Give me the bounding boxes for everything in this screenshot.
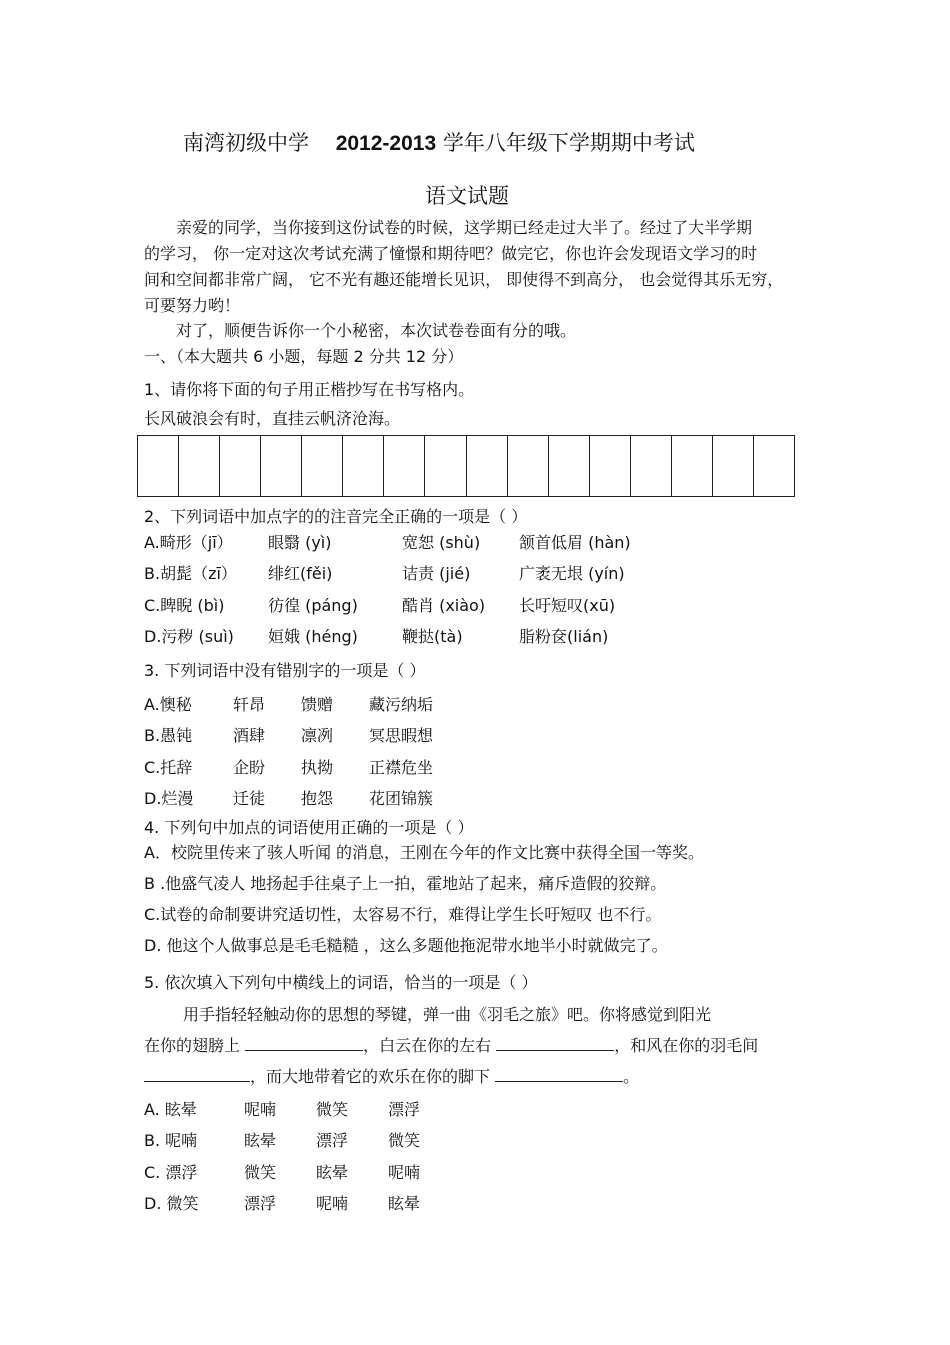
grid-cell[interactable] — [302, 436, 343, 496]
q2-option-a-item: 眼翳 (yì) — [268, 533, 332, 552]
q2-option-c-item: 酷肖 (xiào) — [402, 596, 486, 615]
grid-cell[interactable] — [384, 436, 425, 496]
answer-blank-2[interactable] — [496, 1036, 614, 1051]
q3-option-a-item: 轩昂 — [233, 695, 266, 714]
q5-option-a-item: 微笑 — [316, 1100, 349, 1119]
q2-option-d-item: 脂粉奁(lián) — [519, 627, 609, 646]
q5-passage-line-2 — [144, 1035, 758, 1057]
intro-line-2: 的学习， 你一定对这次考试充满了憧憬和期待吧？做完它，你也许会发现语文学习的时 — [144, 244, 758, 263]
q2-option-a-item: A.畸形（jī） — [144, 533, 233, 552]
q5-option-a-item: 漂浮 — [388, 1100, 421, 1119]
q3-option-c-item: 企盼 — [233, 758, 266, 777]
q4-option-a: A．校院里传来了骇人听闻 的消息，王刚在今年的作文比赛中获得全国一等奖。 — [144, 843, 705, 862]
q5-option-a-item: 呢喃 — [244, 1100, 277, 1119]
q3-option-d-item: 抱怨 — [301, 789, 334, 808]
q5-option-c-item: 眩晕 — [316, 1163, 349, 1182]
q1-sentence: 长风破浪会有时，直挂云帆济沧海。 — [144, 409, 401, 428]
q3-option-c-item: 正襟危坐 — [369, 758, 434, 777]
grid-cell[interactable] — [425, 436, 466, 496]
q3-option-c-item: 执拗 — [301, 758, 334, 777]
q2-option-b-item: 广袤无垠 (yín) — [519, 564, 625, 583]
q2-option-c-item: 长吁短叹(xū) — [519, 596, 616, 615]
grid-cell[interactable] — [220, 436, 261, 496]
grid-cell[interactable] — [713, 436, 754, 496]
q5-option-b-item: 微笑 — [388, 1131, 421, 1150]
q3-option-c-item: C.托辞 — [144, 758, 193, 777]
q3-option-a-item: A.懊秘 — [144, 695, 192, 714]
grid-cell[interactable] — [590, 436, 631, 496]
q2-option-d-item: 鞭挞(tà) — [402, 627, 463, 646]
school-name: 南湾初级中学 — [183, 131, 309, 155]
q2-option-a-item: 宽恕 (shù) — [402, 533, 481, 552]
writing-grid[interactable] — [137, 435, 795, 497]
school-years: 2012-2013 — [335, 132, 437, 155]
grid-cell[interactable] — [467, 436, 508, 496]
q5-passage-2c: ，和风在你的羽毛间 — [614, 1036, 759, 1055]
q2-option-b-item: B.胡髭（zī） — [144, 564, 237, 583]
q3-option-b-item: 酒肆 — [233, 726, 266, 745]
q3-option-d-item: D.烂漫 — [144, 789, 194, 808]
q5-passage-line-1: 用手指轻轻触动你的思想的琴键，弹一曲《羽毛之旅》吧。你将感觉到阳光 — [183, 1005, 712, 1024]
exam-term: 学年八年级下学期期中考试 — [442, 131, 695, 155]
grid-cell[interactable] — [549, 436, 590, 496]
q5-prompt: 5. 依次填入下列句中横线上的词语，恰当的一项是（ ） — [144, 973, 538, 992]
q5-passage-3a: ，而大地带着它的欢乐在你的脚下 — [250, 1067, 496, 1086]
q2-prompt: 2、下列词语中加点字的的注音完全正确的一项是（ ） — [144, 507, 528, 526]
intro-line-5: 对了，顺便告诉你一个小秘密，本次试卷卷面有分的哦。 — [176, 321, 577, 340]
q2-option-d-item: 姮娥 (héng) — [268, 627, 358, 646]
grid-cell[interactable] — [261, 436, 302, 496]
q5-passage-2a: 在你的翅膀上 — [144, 1036, 246, 1055]
q5-option-d-item: D. 微笑 — [144, 1194, 199, 1213]
q5-option-c-item: C. 漂浮 — [144, 1163, 198, 1182]
q2-option-d-item: D.污秽 (suì) — [144, 627, 234, 646]
exam-title — [183, 127, 695, 157]
q3-option-a-item: 馈赠 — [301, 695, 334, 714]
q5-option-a-item: A. 眩晕 — [144, 1100, 197, 1119]
q4-option-d: D. 他这个人做事总是毛毛糙糙 ，这么多题他拖泥带水地半小时就做完了。 — [144, 936, 668, 955]
q3-option-b-item: 凛冽 — [301, 726, 334, 745]
q5-passage-2b: ，白云在你的左右 — [363, 1036, 497, 1055]
grid-cell[interactable] — [508, 436, 549, 496]
answer-blank-4[interactable] — [495, 1067, 623, 1082]
q5-option-b-item: 眩晕 — [244, 1131, 277, 1150]
q4-option-c: C.试卷的命制要讲究适切性，太容易不行，难得让学生长吁短叹 也不行。 — [144, 905, 662, 924]
q2-option-a-item: 颔首低眉 (hàn) — [519, 533, 631, 552]
q5-option-c-item: 呢喃 — [388, 1163, 421, 1182]
intro-line-3: 间和空间都非常广阔， 它不光有趣还能增长见识， 即使得不到高分， 也会觉得其乐无穷， — [144, 270, 784, 289]
grid-cell[interactable] — [179, 436, 220, 496]
q3-option-b-item: B.愚钝 — [144, 726, 193, 745]
q4-option-b: B .他盛气凌人 地扬起手往桌子上一拍，霍地站了起来，痛斥造假的狡辩。 — [144, 874, 667, 893]
q3-option-d-item: 迁徒 — [233, 789, 266, 808]
q5-option-d-item: 眩晕 — [388, 1194, 421, 1213]
answer-blank-1[interactable] — [245, 1036, 363, 1051]
grid-cell[interactable] — [138, 436, 179, 496]
q4-prompt: 4. 下列句中加点的词语使用正确的一项是（ ） — [144, 818, 474, 837]
intro-line-4: 可要努力哟！ — [144, 296, 241, 315]
exam-subject: 语文试题 — [425, 184, 509, 208]
q3-option-b-item: 冥思暇想 — [369, 726, 434, 745]
q2-option-b-item: 绯红(fěi) — [268, 564, 333, 583]
q1-prompt: 1、请你将下面的句子用正楷抄写在书写格内。 — [144, 380, 475, 399]
q5-option-b-item: B. 呢喃 — [144, 1131, 198, 1150]
q2-option-c-item: 彷徨 (páng) — [268, 596, 358, 615]
q3-option-d-item: 花团锦簇 — [369, 789, 434, 808]
intro-line-1: 亲爱的同学，当你接到这份试卷的时候，这学期已经走过大半了。经过了大半学期 — [176, 218, 753, 237]
q5-option-b-item: 漂浮 — [316, 1131, 349, 1150]
q3-option-a-item: 藏污纳垢 — [369, 695, 434, 714]
grid-cell[interactable] — [672, 436, 713, 496]
section-heading: 一、（本大题共 6 小题，每题 2 分共 12 分） — [144, 347, 464, 366]
q5-passage-line-3 — [144, 1066, 639, 1088]
grid-cell[interactable] — [343, 436, 384, 496]
q5-option-c-item: 微笑 — [244, 1163, 277, 1182]
q2-option-b-item: 诘责 (jié) — [402, 564, 471, 583]
q3-prompt: 3. 下列词语中没有错别字的一项是（ ） — [144, 661, 426, 680]
q2-option-c-item: C.睥睨 (bì) — [144, 596, 225, 615]
q5-option-d-item: 呢喃 — [316, 1194, 349, 1213]
q5-option-d-item: 漂浮 — [244, 1194, 277, 1213]
q5-passage-3b: 。 — [623, 1067, 640, 1086]
grid-cell[interactable] — [754, 436, 794, 496]
grid-cell[interactable] — [631, 436, 672, 496]
answer-blank-3[interactable] — [144, 1067, 250, 1082]
